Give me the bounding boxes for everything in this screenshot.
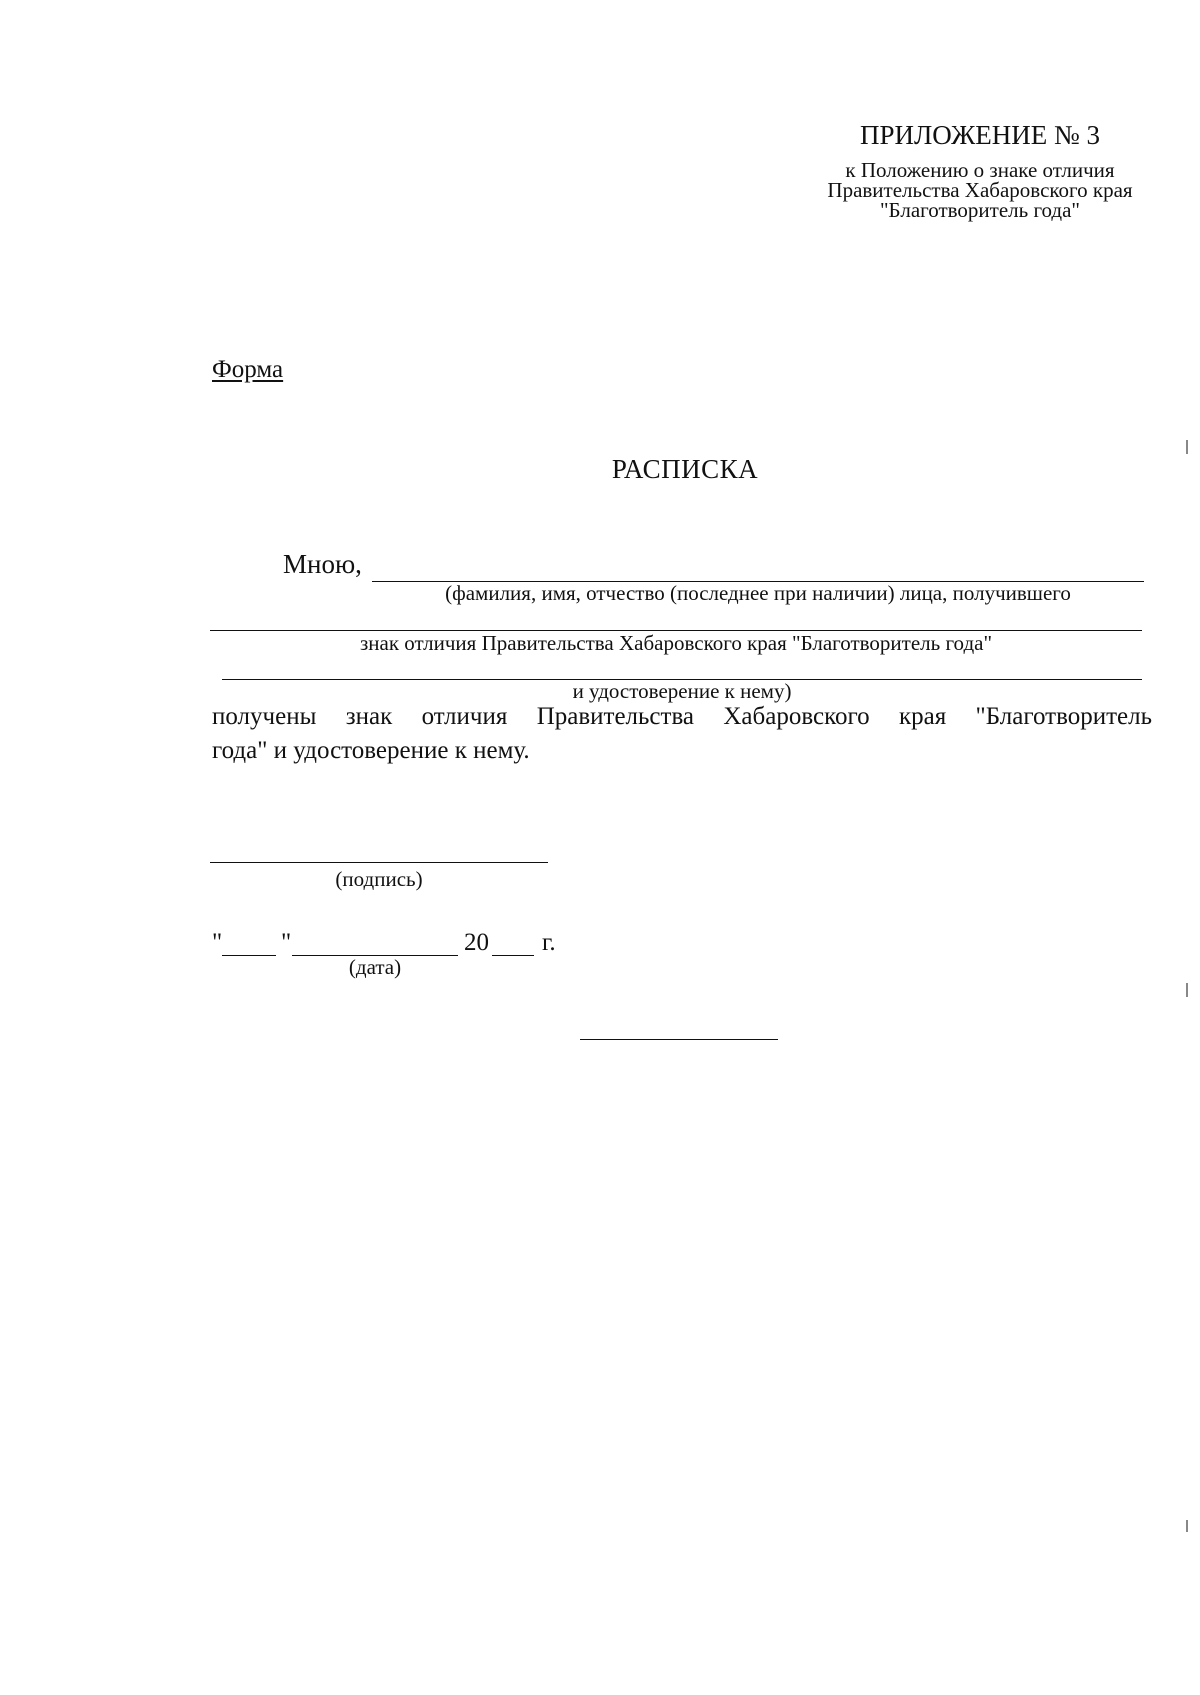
recipient-caption-line-2: знак отличия Правительства Хабаровского края "Благотворитель года": [359, 631, 993, 655]
date-close-quote: ": [281, 929, 292, 956]
closing-separator: [580, 1039, 778, 1040]
receipt-statement-line-1: получены знак отличия Правительства Хабаровского края "Благотворитель: [212, 703, 1152, 730]
receipt-statement-line-2: года" и удостоверение к нему.: [212, 737, 530, 764]
date-day-line[interactable]: [222, 955, 276, 956]
appendix-reference-line: "Благотворитель года": [879, 198, 1081, 222]
date-year-prefix: 20: [464, 929, 489, 956]
date-caption: (дата): [348, 955, 402, 979]
recipient-caption-line-3: и удостоверение к нему): [572, 679, 792, 703]
form-label: Форма: [212, 356, 284, 383]
recipient-lead: Мною,: [283, 549, 362, 579]
appendix-reference: [700, 160, 1200, 220]
date-year-suffix: г.: [542, 929, 556, 956]
document-title: РАСПИСКА: [611, 454, 759, 484]
appendix-reference-line: Правительства Хабаровского края: [827, 178, 1133, 202]
appendix-reference-line: к Положению о знаке отличия: [845, 158, 1115, 182]
scan-artifact: [1186, 440, 1188, 454]
appendix-title: ПРИЛОЖЕНИЕ № 3: [859, 120, 1101, 150]
signature-line[interactable]: [210, 862, 548, 863]
signature-caption: (подпись): [335, 867, 423, 891]
recipient-caption-line-1: (фамилия, имя, отчество (последнее при наличии) лица, получившего: [445, 581, 1071, 605]
date-year-line[interactable]: [492, 955, 534, 956]
scan-artifact: [1186, 1520, 1188, 1532]
receipt-statement: [212, 700, 1152, 768]
scan-artifact: [1186, 983, 1188, 997]
date-open-quote: ": [212, 929, 223, 956]
